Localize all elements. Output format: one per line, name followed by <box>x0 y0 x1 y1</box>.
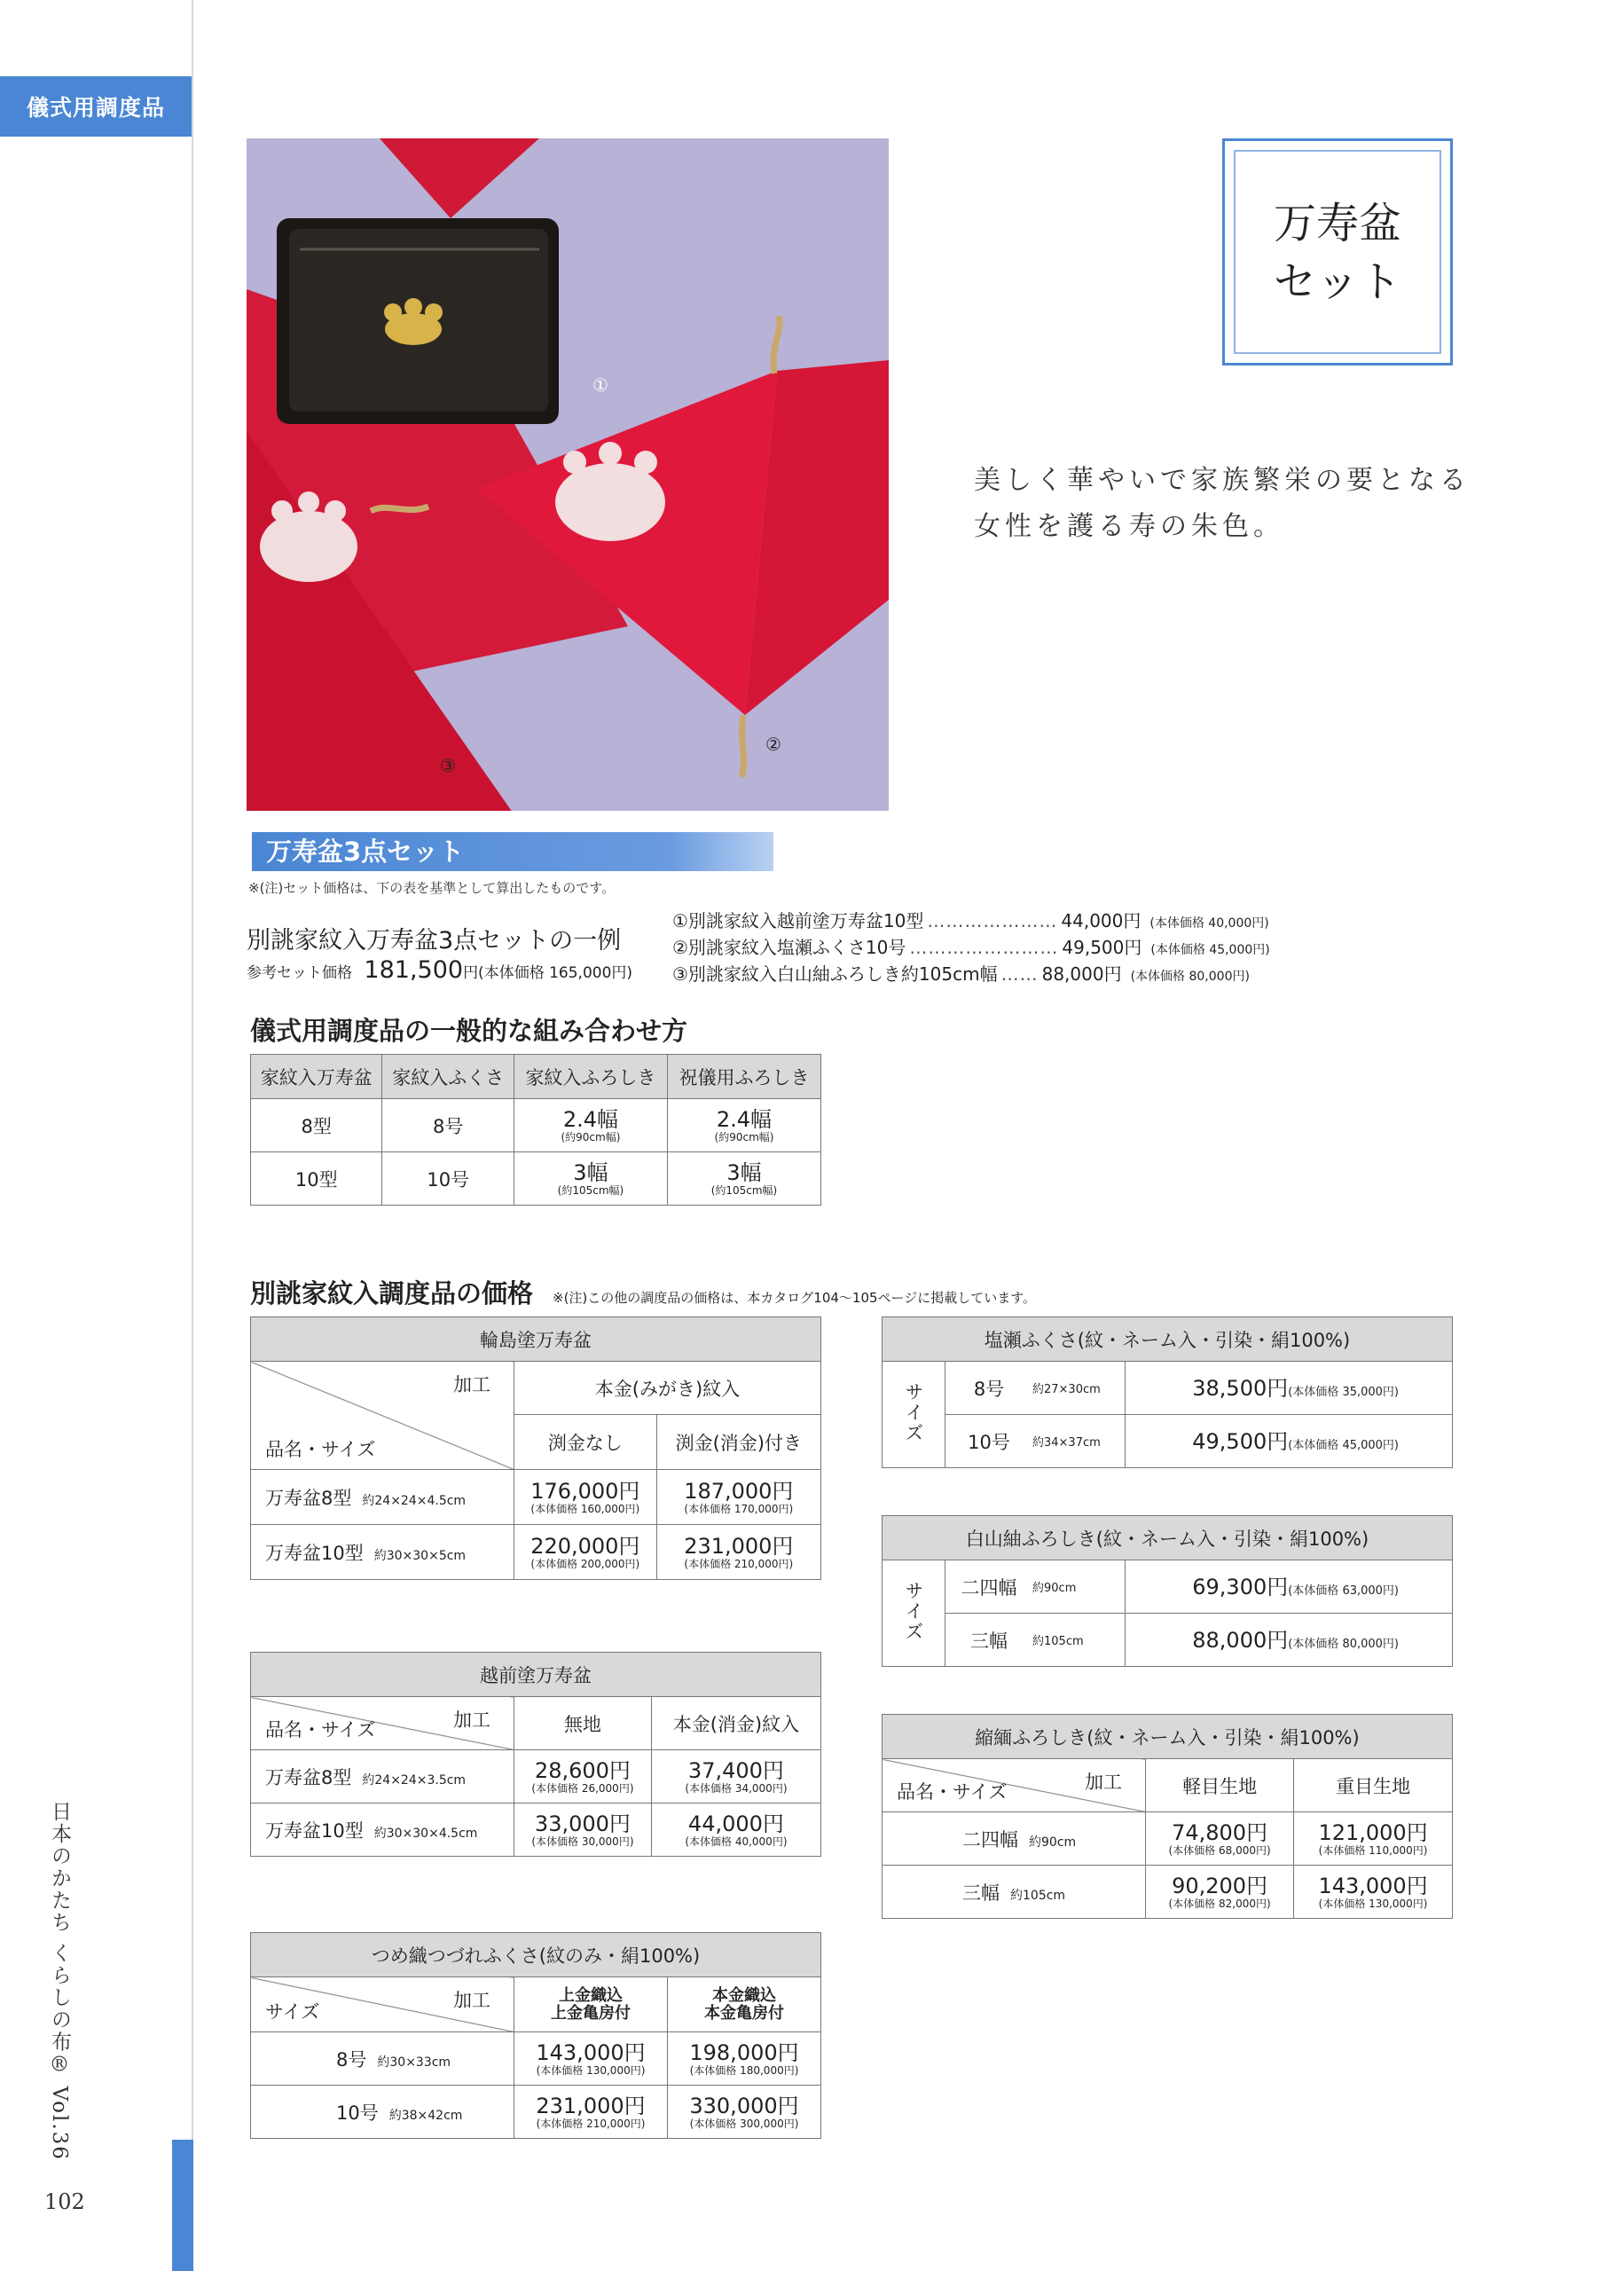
page-subtitle: セット <box>1273 257 1401 307</box>
table-row: 万寿盆8型 約24×24×3.5cm 28,600円 (本体価格 26,000円) 37,400円 (本体価格 34,000円) <box>251 1750 821 1803</box>
table-row: 万寿盆10型 約30×30×4.5cm 33,000円 (本体価格 30,000円) 44,000円 (本体価格 40,000円) <box>251 1803 821 1857</box>
table-row: 三幅 約105cm 90,200円 (本体価格 82,000円) 143,000円 (本体価格 130,000円) <box>883 1866 1453 1919</box>
set-item-1: ①別誂家紋入越前塗万寿盆10型 ………………… 44,000円 (本体価格 40,000円) <box>672 910 1269 931</box>
title-box <box>1222 138 1453 365</box>
marker-2: ② <box>765 734 781 755</box>
shioze-title: 塩瀬ふくさ(紋・ネーム入・引染・絹100%) <box>883 1317 1453 1362</box>
table-row: 10号 約34×37cm 49,500円(本体価格 45,000円) <box>883 1415 1453 1468</box>
tagline <box>974 458 1471 550</box>
shioze-table <box>882 1316 1453 1468</box>
combo-table <box>250 1054 821 1206</box>
table-row: 10号 約38×42cm 231,000円 (本体価格 210,000円) 330,000円 (本体価格 300,000円) <box>251 2086 821 2139</box>
marker-3: ③ <box>440 755 456 776</box>
combo-header: 家紋入ふろしき <box>514 1055 667 1099</box>
set-note: ※(注)セット価格は、下の表を基準として算出したものです。 <box>248 880 616 896</box>
echizen-title: 越前塗万寿盆 <box>251 1653 821 1697</box>
ref-price-value: 181,500 <box>364 956 464 984</box>
echizen-table: 越前塗万寿盆 加工 品名・サイズ 無地 本金(消金)紋入 万寿盆8型 約24×24×3.5cm 28,600円 (本体価格 26,000円) 37,400円 (本体価格 34,000円) 万寿盆10型 約30×30×4.5cm 33,000円 (本体価格 30,000円) 44,000円 (本体価格 40,000円) <box>250 1652 821 1857</box>
set-item-3: ③別誂家紋入白山紬ふろしき約105cm幅 …… 88,000円 (本体価格 80,000円) <box>672 963 1250 985</box>
page-number: 102 <box>44 2189 85 2214</box>
table-row: 10型 10号 3幅 (約105cm幅) 3幅 (約105cm幅) <box>251 1152 821 1206</box>
tagline-line-2: 女性を護る寿の朱色。 <box>974 511 1284 542</box>
example-title: 別誂家紋入万寿盆3点セットの一例 <box>247 927 622 955</box>
product-photo <box>247 138 889 811</box>
tsuzure-title: つめ織つづれふくさ(紋のみ・絹100%) <box>251 1933 821 1977</box>
wajima-group-header: 本金(みがき)紋入 <box>514 1362 821 1415</box>
table-row: 万寿盆10型 約30×30×5cm 220,000円 (本体価格 200,000円) 231,000円 (本体価格 210,000円) <box>251 1525 821 1580</box>
ref-price-suffix: 円(本体価格 165,000円) <box>463 964 633 982</box>
combo-heading: 儀式用調度品の一般的な組み合わせ方 <box>250 1016 688 1046</box>
wajima-table: 輪島塗万寿盆 加工 品名・サイズ 本金(みがき)紋入 渕金なし 渕金(消金)付き 万寿盆8型 約24×24×4.5cm 176,000円 (本体価格 160,000円) 187,000円 (本体価格 170,000円) 万寿盆10型 約30×30×5cm 220,000円 (本体価格 200,000円) 231,000円 (本体価格 210,000円) <box>250 1316 821 1580</box>
ref-label: 参考セット価格 <box>247 964 352 982</box>
category-tab: 儀式用調度品 <box>0 76 192 137</box>
prices-note: ※(注)この他の調度品の価格は、本カタログ104〜105ページに掲載しています。 <box>553 1290 1037 1306</box>
table-row: 二四幅 約90cm 74,800円 (本体価格 68,000円) 121,000円 (本体価格 110,000円) <box>883 1812 1453 1866</box>
table-row: 万寿盆8型 約24×24×4.5cm 176,000円 (本体価格 160,000円) 187,000円 (本体価格 170,000円) <box>251 1470 821 1525</box>
set-heading: 万寿盆3点セット <box>252 832 773 871</box>
combo-header: 家紋入万寿盆 <box>251 1055 382 1099</box>
table-row: 8型 8号 2.4幅 (約90cm幅) 2.4幅 (約90cm幅) <box>251 1099 821 1152</box>
table-row: 8号 約30×33cm 143,000円 (本体価格 130,000円) 198,000円 (本体価格 180,000円) <box>251 2032 821 2086</box>
hakusan-title: 白山紬ふろしき(紋・ネーム入・引染・絹100%) <box>883 1516 1453 1560</box>
table-row: サイズ 二四幅 約90cm 69,300円(本体価格 63,000円) <box>883 1560 1453 1614</box>
tagline-line-1: 美しく華やいで家族繁栄の要となる <box>974 465 1471 496</box>
table-row: 三幅 約105cm 88,000円(本体価格 80,000円) <box>883 1614 1453 1667</box>
combo-header: 祝儀用ふろしき <box>667 1055 820 1099</box>
combo-header: 家紋入ふくさ <box>382 1055 514 1099</box>
tsuzure-table: つめ織つづれふくさ(紋のみ・絹100%) 加工 サイズ 上金織込 上金亀房付 本金織込 本金亀房付 8号 約30×33cm 143,000円 (本体価格 130,000円) 198,000円 (本体価格 180,000円) 10号 約38×42cm 231,000円 (本体価格 210,000円) 330,000円 (本体価格 300,000円) <box>250 1932 821 2139</box>
wajima-title: 輪島塗万寿盆 <box>251 1317 821 1362</box>
chirimen-title: 縮緬ふろしき(紋・ネーム入・引染・絹100%) <box>883 1715 1453 1759</box>
marker-1: ① <box>592 374 608 396</box>
chirimen-table: 縮緬ふろしき(紋・ネーム入・引染・絹100%) 加工 品名・サイズ 軽目生地 重目生地 二四幅 約90cm 74,800円 (本体価格 68,000円) 121,000円 (本体価格 110,000円) 三幅 約105cm 90,200円 (本体価格 82,000円) 143,000円 (本体価格 130,000円) <box>882 1714 1453 1919</box>
set-item-2: ②別誂家紋入塩瀬ふくさ10号 …………………… 49,500円 (本体価格 45,000円) <box>672 937 1270 958</box>
page-title: 万寿盆 <box>1273 199 1401 248</box>
prices-heading: 別誂家紋入調度品の価格 ※(注)この他の調度品の価格は、本カタログ104〜105ページに掲載しています。 <box>250 1278 1037 1308</box>
sidebar-divider <box>192 0 193 2271</box>
reference-price <box>247 956 632 984</box>
hakusan-table <box>882 1515 1453 1667</box>
vertical-credit: 日本のかたち くらしの布® Vol.36 <box>48 1801 71 2161</box>
table-row: サイズ 8号 約27×30cm 38,500円(本体価格 35,000円) <box>883 1362 1453 1415</box>
sidebar-bottom-bar <box>172 2140 193 2271</box>
